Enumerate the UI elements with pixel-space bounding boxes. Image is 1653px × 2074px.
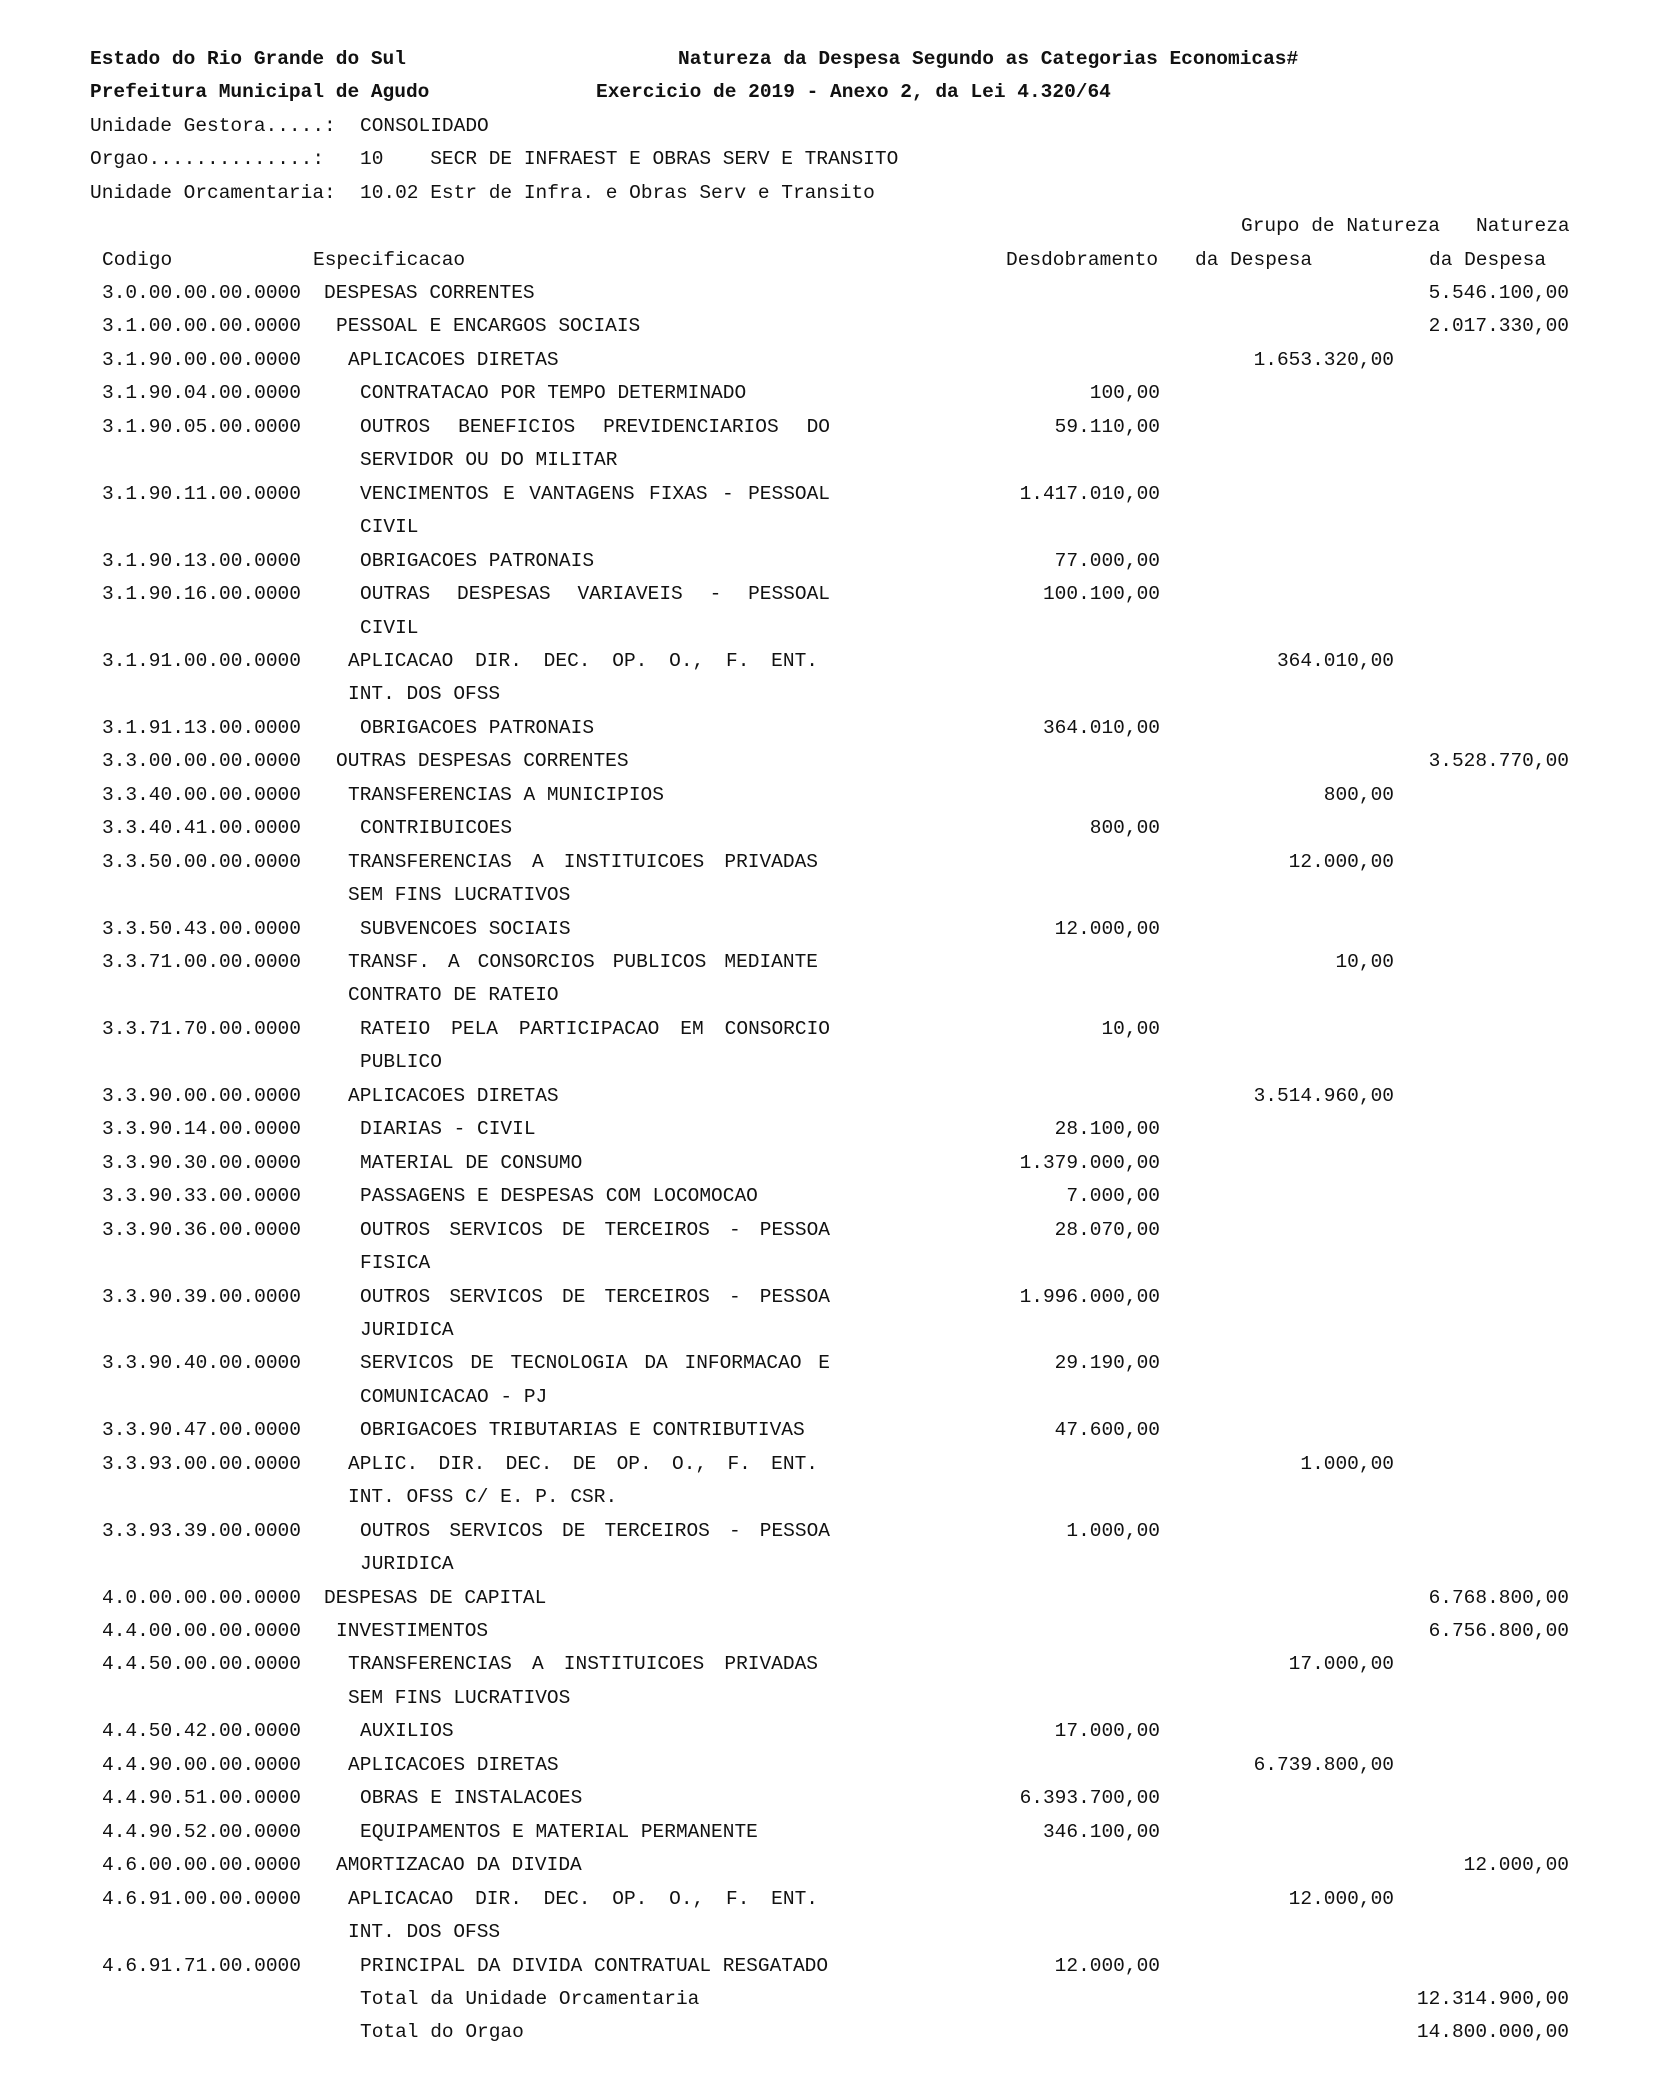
row-desdobramento: 12.000,00 bbox=[1054, 1955, 1160, 1977]
row-code: 4.4.90.00.00.0000 bbox=[102, 1754, 301, 1776]
row-description: SUBVENCOES SOCIAIS bbox=[360, 918, 571, 940]
table-row-continuation bbox=[0, 1319, 1653, 1352]
row-desdobramento: 364.010,00 bbox=[1042, 717, 1160, 739]
table-row bbox=[0, 750, 1653, 783]
row-description: CONTRIBUICOES bbox=[360, 817, 513, 839]
table-row bbox=[0, 315, 1653, 348]
table-row bbox=[0, 1018, 1653, 1051]
row-description: EQUIPAMENTOS E MATERIAL PERMANENTE bbox=[360, 1821, 758, 1843]
header-line-1 bbox=[0, 48, 1653, 81]
row-code: 3.1.90.11.00.0000 bbox=[102, 483, 301, 505]
row-desdobramento: 59.110,00 bbox=[1054, 416, 1160, 438]
row-description: VENCIMENTOS E VANTAGENS FIXAS - PESSOAL bbox=[360, 483, 830, 505]
row-description: CONTRATACAO POR TEMPO DETERMINADO bbox=[360, 382, 747, 404]
row-description: TRANSFERENCIAS A INSTITUICOES PRIVADAS bbox=[348, 1653, 818, 1675]
row-description: SERVIDOR OU DO MILITAR bbox=[360, 449, 618, 471]
orgao-label: Orgao..............: bbox=[90, 148, 325, 170]
row-desdobramento: 10,00 bbox=[1101, 1018, 1160, 1040]
row-description: OUTROS SERVICOS DE TERCEIROS - PESSOA bbox=[360, 1520, 830, 1542]
row-grupo-natureza: 12.000,00 bbox=[1288, 1888, 1394, 1910]
table-row bbox=[0, 1787, 1653, 1820]
total-value: 12.314.900,00 bbox=[1416, 1988, 1569, 2010]
table-row bbox=[0, 1286, 1653, 1319]
table-row bbox=[0, 1085, 1653, 1118]
unidade-orcamentaria-label: Unidade Orcamentaria: bbox=[90, 182, 336, 204]
row-grupo-natureza: 800,00 bbox=[1323, 784, 1394, 806]
row-grupo-natureza: 6.739.800,00 bbox=[1253, 1754, 1394, 1776]
row-grupo-natureza: 1.000,00 bbox=[1300, 1453, 1394, 1475]
row-code: 4.6.91.71.00.0000 bbox=[102, 1955, 301, 1977]
row-description: OBRIGACOES TRIBUTARIAS E CONTRIBUTIVAS bbox=[360, 1419, 805, 1441]
row-description: PRINCIPAL DA DIVIDA CONTRATUAL RESGATADO bbox=[360, 1955, 829, 1977]
table-row-continuation bbox=[0, 1386, 1653, 1419]
table-row bbox=[0, 784, 1653, 817]
row-desdobramento: 100,00 bbox=[1089, 382, 1160, 404]
col-natureza-top: Natureza bbox=[1476, 215, 1570, 237]
row-code: 3.1.90.13.00.0000 bbox=[102, 550, 301, 572]
row-description: APLICACOES DIRETAS bbox=[348, 1085, 559, 1107]
row-description: APLIC. DIR. DEC. DE OP. O., F. ENT. bbox=[348, 1453, 818, 1475]
row-description: SEM FINS LUCRATIVOS bbox=[348, 884, 571, 906]
row-code: 3.3.00.00.00.0000 bbox=[102, 750, 301, 772]
table-row bbox=[0, 1955, 1653, 1988]
row-natureza: 5.546.100,00 bbox=[1428, 282, 1569, 304]
total-label: Total da Unidade Orcamentaria bbox=[360, 1988, 700, 2010]
table-row bbox=[0, 1720, 1653, 1753]
row-code: 3.3.90.00.00.0000 bbox=[102, 1085, 301, 1107]
column-header-top bbox=[0, 215, 1653, 248]
row-code: 3.3.50.43.00.0000 bbox=[102, 918, 301, 940]
table-row-continuation bbox=[0, 1687, 1653, 1720]
unidade-gestora-line bbox=[0, 115, 1653, 148]
row-description: CIVIL bbox=[360, 617, 419, 639]
orgao-line bbox=[0, 148, 1653, 181]
row-code: 3.3.90.30.00.0000 bbox=[102, 1152, 301, 1174]
row-grupo-natureza: 3.514.960,00 bbox=[1253, 1085, 1394, 1107]
report-subtitle: Exercicio de 2019 - Anexo 2, da Lei 4.320/64 bbox=[596, 81, 1111, 103]
row-desdobramento: 1.000,00 bbox=[1066, 1520, 1160, 1542]
table-row bbox=[0, 1520, 1653, 1553]
row-description: DESPESAS DE CAPITAL bbox=[324, 1587, 547, 1609]
table-row-continuation bbox=[0, 449, 1653, 482]
table-row bbox=[0, 1587, 1653, 1620]
row-description: INT. OFSS C/ E. P. CSR. bbox=[348, 1486, 618, 1508]
row-code: 3.3.40.00.00.0000 bbox=[102, 784, 301, 806]
table-row bbox=[0, 583, 1653, 616]
row-description: OBRIGACOES PATRONAIS bbox=[360, 717, 595, 739]
row-description: PASSAGENS E DESPESAS COM LOCOMOCAO bbox=[360, 1185, 758, 1207]
row-grupo-natureza: 12.000,00 bbox=[1288, 851, 1394, 873]
table-row bbox=[0, 1453, 1653, 1486]
row-natureza: 3.528.770,00 bbox=[1428, 750, 1569, 772]
col-grupo-bottom: da Despesa bbox=[1195, 249, 1313, 271]
row-code: 3.3.90.40.00.0000 bbox=[102, 1352, 301, 1374]
row-desdobramento: 1.996.000,00 bbox=[1019, 1286, 1160, 1308]
row-code: 4.4.90.52.00.0000 bbox=[102, 1821, 301, 1843]
row-description: PESSOAL E ENCARGOS SOCIAIS bbox=[336, 315, 641, 337]
row-description: DESPESAS CORRENTES bbox=[324, 282, 535, 304]
row-description: RATEIO PELA PARTICIPACAO EM CONSORCIO bbox=[360, 1018, 830, 1040]
row-desdobramento: 17.000,00 bbox=[1054, 1720, 1160, 1742]
row-description: APLICACOES DIRETAS bbox=[348, 1754, 559, 1776]
unidade-orcamentaria-value: 10.02 Estr de Infra. e Obras Serv e Transito bbox=[360, 182, 875, 204]
row-description: JURIDICA bbox=[360, 1319, 454, 1341]
row-code: 3.1.90.04.00.0000 bbox=[102, 382, 301, 404]
row-description: COMUNICACAO - PJ bbox=[360, 1386, 548, 1408]
table-row-continuation bbox=[0, 1486, 1653, 1519]
table-row bbox=[0, 851, 1653, 884]
table-row bbox=[0, 1620, 1653, 1653]
row-grupo-natureza: 10,00 bbox=[1335, 951, 1394, 973]
col-grupo-top: Grupo de Natureza bbox=[1241, 215, 1440, 237]
row-desdobramento: 12.000,00 bbox=[1054, 918, 1160, 940]
row-code: 4.0.00.00.00.0000 bbox=[102, 1587, 301, 1609]
row-description: AMORTIZACAO DA DIVIDA bbox=[336, 1854, 582, 1876]
row-natureza: 12.000,00 bbox=[1463, 1854, 1569, 1876]
table-row bbox=[0, 1653, 1653, 1686]
row-description: OUTRAS DESPESAS CORRENTES bbox=[336, 750, 629, 772]
row-description: DIARIAS - CIVIL bbox=[360, 1118, 536, 1140]
row-desdobramento: 28.100,00 bbox=[1054, 1118, 1160, 1140]
row-code: 3.3.40.41.00.0000 bbox=[102, 817, 301, 839]
row-code: 3.1.00.00.00.0000 bbox=[102, 315, 301, 337]
table-row bbox=[0, 1118, 1653, 1151]
table-row-continuation bbox=[0, 617, 1653, 650]
table-row-continuation bbox=[0, 1921, 1653, 1954]
table-row bbox=[0, 817, 1653, 850]
table-row-continuation bbox=[0, 984, 1653, 1017]
row-description: CIVIL bbox=[360, 516, 419, 538]
col-especificacao: Especificacao bbox=[313, 249, 466, 271]
table-row bbox=[0, 918, 1653, 951]
row-desdobramento: 346.100,00 bbox=[1042, 1821, 1160, 1843]
table-row bbox=[0, 1419, 1653, 1452]
row-code: 3.3.93.00.00.0000 bbox=[102, 1453, 301, 1475]
header-line-2 bbox=[0, 81, 1653, 114]
row-description: OUTROS SERVICOS DE TERCEIROS - PESSOA bbox=[360, 1286, 830, 1308]
row-description: JURIDICA bbox=[360, 1553, 454, 1575]
row-code: 4.4.50.00.00.0000 bbox=[102, 1653, 301, 1675]
total-row bbox=[0, 1988, 1653, 2021]
row-description: FISICA bbox=[360, 1252, 431, 1274]
row-code: 4.4.00.00.00.0000 bbox=[102, 1620, 301, 1642]
table-row bbox=[0, 650, 1653, 683]
row-description: OBRIGACOES PATRONAIS bbox=[360, 550, 595, 572]
table-row bbox=[0, 1754, 1653, 1787]
row-code: 3.1.90.16.00.0000 bbox=[102, 583, 301, 605]
total-value: 14.800.000,00 bbox=[1416, 2021, 1569, 2043]
row-grupo-natureza: 1.653.320,00 bbox=[1253, 349, 1394, 371]
row-code: 3.1.91.13.00.0000 bbox=[102, 717, 301, 739]
row-description: SERVICOS DE TECNOLOGIA DA INFORMACAO E bbox=[360, 1352, 830, 1374]
row-description: INT. DOS OFSS bbox=[348, 1921, 501, 1943]
row-code: 3.1.91.00.00.0000 bbox=[102, 650, 301, 672]
row-description: PUBLICO bbox=[360, 1051, 442, 1073]
row-desdobramento: 29.190,00 bbox=[1054, 1352, 1160, 1374]
table-row bbox=[0, 951, 1653, 984]
row-desdobramento: 47.600,00 bbox=[1054, 1419, 1160, 1441]
table-row bbox=[0, 1219, 1653, 1252]
row-code: 3.3.50.00.00.0000 bbox=[102, 851, 301, 873]
table-row bbox=[0, 1352, 1653, 1385]
column-header-bottom bbox=[0, 249, 1653, 282]
row-description: OUTRAS DESPESAS VARIAVEIS - PESSOAL bbox=[360, 583, 830, 605]
table-row bbox=[0, 717, 1653, 750]
row-natureza: 6.768.800,00 bbox=[1428, 1587, 1569, 1609]
row-description: OBRAS E INSTALACOES bbox=[360, 1787, 583, 1809]
table-row bbox=[0, 1152, 1653, 1185]
row-desdobramento: 28.070,00 bbox=[1054, 1219, 1160, 1241]
row-description: INT. DOS OFSS bbox=[348, 683, 501, 705]
row-grupo-natureza: 17.000,00 bbox=[1288, 1653, 1394, 1675]
state-name: Estado do Rio Grande do Sul bbox=[90, 48, 406, 70]
table-row-continuation bbox=[0, 1051, 1653, 1084]
row-code: 3.3.93.39.00.0000 bbox=[102, 1520, 301, 1542]
row-code: 3.3.90.39.00.0000 bbox=[102, 1286, 301, 1308]
row-desdobramento: 1.379.000,00 bbox=[1019, 1152, 1160, 1174]
row-code: 4.6.00.00.00.0000 bbox=[102, 1854, 301, 1876]
table-row-continuation bbox=[0, 683, 1653, 716]
row-description: TRANSFERENCIAS A MUNICIPIOS bbox=[348, 784, 664, 806]
unidade-orcamentaria-line bbox=[0, 182, 1653, 215]
unidade-gestora-value: CONSOLIDADO bbox=[360, 115, 489, 137]
row-description: APLICACAO DIR. DEC. OP. O., F. ENT. bbox=[348, 650, 818, 672]
row-description: SEM FINS LUCRATIVOS bbox=[348, 1687, 571, 1709]
row-desdobramento: 77.000,00 bbox=[1054, 550, 1160, 572]
table-row bbox=[0, 382, 1653, 415]
row-code: 3.0.00.00.00.0000 bbox=[102, 282, 301, 304]
table-row bbox=[0, 349, 1653, 382]
row-grupo-natureza: 364.010,00 bbox=[1276, 650, 1394, 672]
row-code: 3.3.71.00.00.0000 bbox=[102, 951, 301, 973]
row-desdobramento: 6.393.700,00 bbox=[1019, 1787, 1160, 1809]
row-code: 3.3.90.36.00.0000 bbox=[102, 1219, 301, 1241]
table-row-continuation bbox=[0, 516, 1653, 549]
table-row-continuation bbox=[0, 1252, 1653, 1285]
col-natureza-bottom: da Despesa bbox=[1429, 249, 1547, 271]
row-code: 3.3.90.33.00.0000 bbox=[102, 1185, 301, 1207]
total-row bbox=[0, 2021, 1653, 2054]
row-description: AUXILIOS bbox=[360, 1720, 454, 1742]
row-description: CONTRATO DE RATEIO bbox=[348, 984, 559, 1006]
row-code: 3.3.71.70.00.0000 bbox=[102, 1018, 301, 1040]
row-description: APLICACOES DIRETAS bbox=[348, 349, 559, 371]
row-code: 4.4.90.51.00.0000 bbox=[102, 1787, 301, 1809]
row-code: 3.3.90.14.00.0000 bbox=[102, 1118, 301, 1140]
row-natureza: 2.017.330,00 bbox=[1428, 315, 1569, 337]
row-description: APLICACAO DIR. DEC. OP. O., F. ENT. bbox=[348, 1888, 818, 1910]
total-label: Total do Orgao bbox=[360, 2021, 524, 2043]
table-row bbox=[0, 550, 1653, 583]
unidade-gestora-label: Unidade Gestora.....: bbox=[90, 115, 336, 137]
orgao-value: 10 SECR DE INFRAEST E OBRAS SERV E TRANSITO bbox=[360, 148, 899, 170]
row-natureza: 6.756.800,00 bbox=[1428, 1620, 1569, 1642]
row-code: 4.4.50.42.00.0000 bbox=[102, 1720, 301, 1742]
report-title: Natureza da Despesa Segundo as Categorias Economicas# bbox=[678, 48, 1299, 70]
table-row bbox=[0, 416, 1653, 449]
municipality-name: Prefeitura Municipal de Agudo bbox=[90, 81, 430, 103]
row-code: 3.1.90.00.00.0000 bbox=[102, 349, 301, 371]
table-row-continuation bbox=[0, 1553, 1653, 1586]
row-code: 3.3.90.47.00.0000 bbox=[102, 1419, 301, 1441]
table-row bbox=[0, 483, 1653, 516]
row-desdobramento: 800,00 bbox=[1089, 817, 1160, 839]
table-row bbox=[0, 1821, 1653, 1854]
row-description: INVESTIMENTOS bbox=[336, 1620, 489, 1642]
row-description: OUTROS BENEFICIOS PREVIDENCIARIOS DO bbox=[360, 416, 830, 438]
table-row bbox=[0, 1888, 1653, 1921]
row-description: TRANSFERENCIAS A INSTITUICOES PRIVADAS bbox=[348, 851, 818, 873]
row-description: OUTROS SERVICOS DE TERCEIROS - PESSOA bbox=[360, 1219, 830, 1241]
row-code: 4.6.91.00.00.0000 bbox=[102, 1888, 301, 1910]
table-row bbox=[0, 282, 1653, 315]
row-desdobramento: 7.000,00 bbox=[1066, 1185, 1160, 1207]
table-row-continuation bbox=[0, 884, 1653, 917]
row-description: MATERIAL DE CONSUMO bbox=[360, 1152, 583, 1174]
table-row bbox=[0, 1854, 1653, 1887]
col-desdobramento: Desdobramento bbox=[1006, 249, 1159, 271]
row-code: 3.1.90.05.00.0000 bbox=[102, 416, 301, 438]
col-codigo: Codigo bbox=[102, 249, 173, 271]
table-row bbox=[0, 1185, 1653, 1218]
row-description: TRANSF. A CONSORCIOS PUBLICOS MEDIANTE bbox=[348, 951, 818, 973]
row-desdobramento: 1.417.010,00 bbox=[1019, 483, 1160, 505]
row-desdobramento: 100.100,00 bbox=[1042, 583, 1160, 605]
